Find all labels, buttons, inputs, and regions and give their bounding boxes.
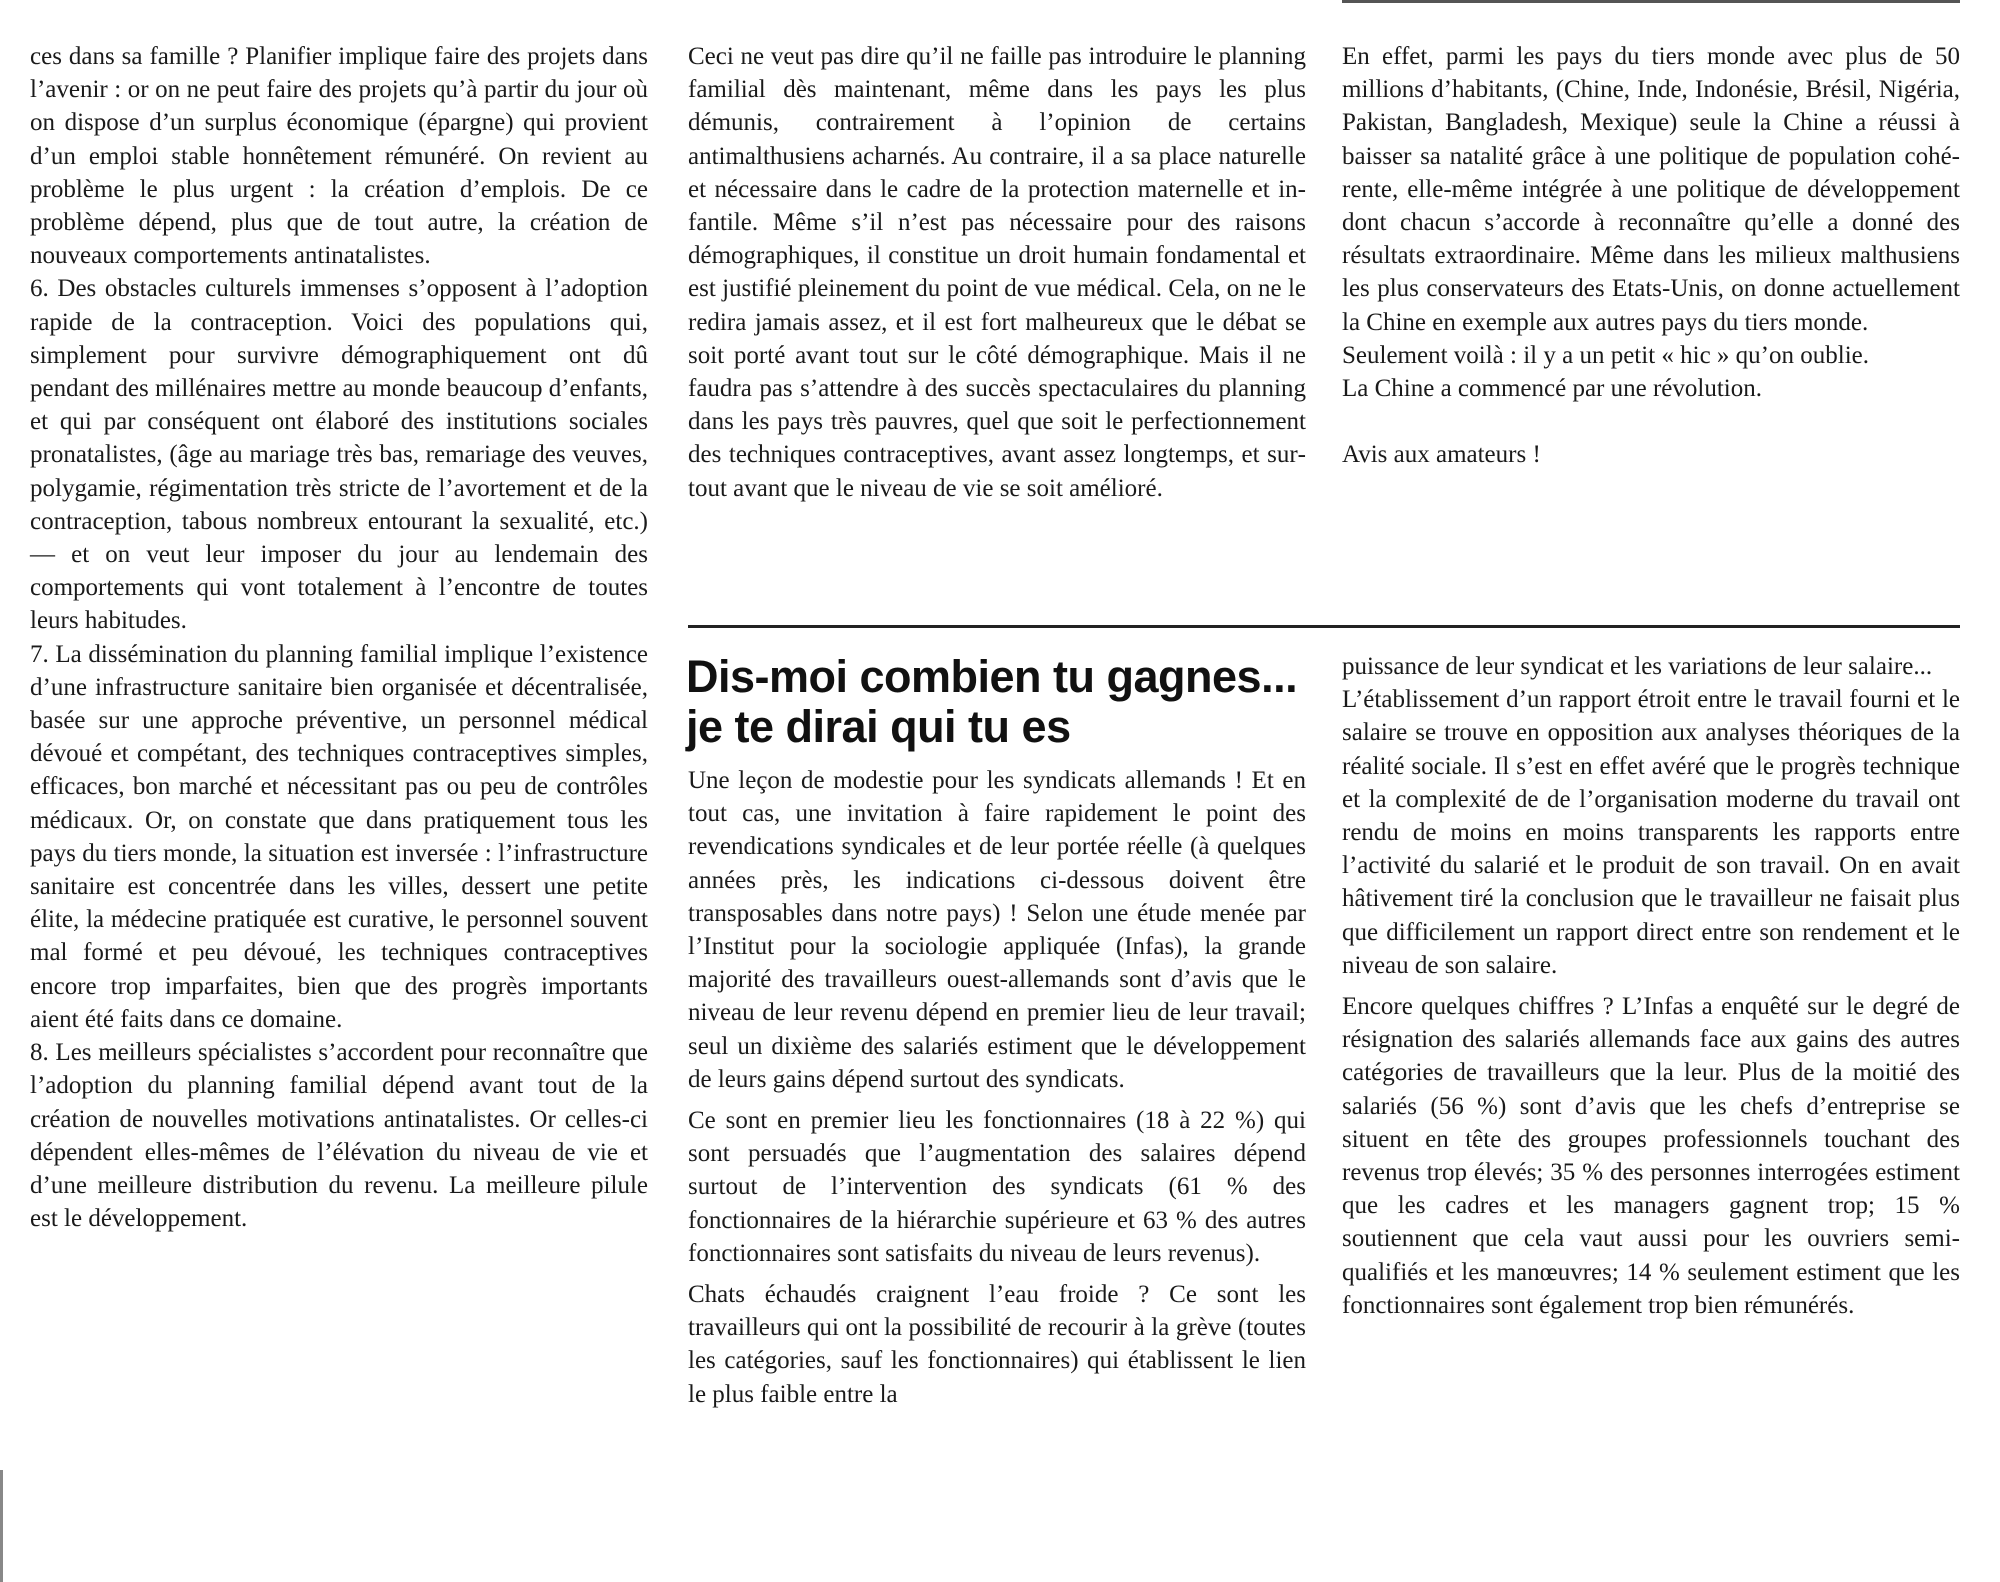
page-edge-mark xyxy=(0,1470,3,1582)
section-divider-rule xyxy=(688,625,1960,628)
article1-paragraph: 7. La dissémination du planning familial implique l’existence d’une infrastructure sanitaire bien organisée et décentralisée, basée sur une approche préventive, un personnel médical dévoué et compétant, des techniques contraceptives simples, efficaces, bon marché et nécessitant pas ou peu de contrôles médicaux. Or, on constate que dans pratiquement tous les pays du tiers monde, la situation est inversée : l’infrastructure sanitaire est concentrée dans les villes, dessert une petite élite, la médecine pratiquée est curative, le personnel souvent mal formé et peu dévoué, les techniques contraceptives encore trop imparfaites, bien que des progrès importants aient été faits dans ce domaine. xyxy=(30,640,648,1033)
article2-column2 xyxy=(688,764,1306,1411)
article1-paragraph: En effet, parmi les pays du tiers monde avec plus de 50 millions d’habitants, (Chine, Inde, Indonésie, Brésil, Nigéria, Pakistan, Bangladesh, Mexique) seule la Chine a réussi à baisser sa natalité grâce à une politique de population cohérente, elle-même intégrée à une politique de développement dont chacun s’accorde à reconnaître qu’elle a donné des résultats extraordinaire. Même dans les milieux malthusiens les plus conservateurs des Etats-Unis, on donne actuellement la Chine en exemple aux autres pays du tiers monde. xyxy=(1342,43,1960,336)
article2-paragraph: Encore quelques chiffres ? L’Infas a enquêté sur le degré de résignation des salariés allemands face aux gains des autres catégories de travailleurs que la leur. Plus de la moitié des salariés (56 %) sont d’avis que les chefs d’entreprise se situent en tête des groupes professionnels touchant des revenus trop élevés; 35 % des personnes interrogées estiment que les cadres et les managers gagnent trop; 15 % soutiennent que cela vaut aussi pour les ouvriers semi-qualifiés et les manœuvres; 14 % seulement estiment que les fonctionnaires sont également trop bien rémunérés. xyxy=(1342,993,1960,1319)
article2-paragraph: Chats échaudés craignent l’eau froide ? Ce sont les travailleurs qui ont la possibilité de recourir à la grève (toutes les catégories, sauf les fonctionnaires) qui établissent le lien le plus faible entre la xyxy=(688,1281,1306,1408)
article1-column3 xyxy=(1342,40,1960,471)
article1-column1 xyxy=(30,40,648,1235)
article1-paragraph: 6. Des obstacles culturels immenses s’opposent à l’adoption rapide de la contraception. Voici des populations qui, simplement pour survivre démographiquement ont dû pendant des millénaires mettre au monde beaucoup d’enfants, et qui par conséquent ont élaboré des institutions sociales pronatalistes, (âge au mariage très bas, remariage des veuves, polygamie, régimentation très stricte de l’avortement et de la contraception, tabous nombreux entourant la sexualité, etc.) — et on veut leur imposer du jour au lendemain des comportements qui vont totalement à l’encontre de toutes leurs habitudes. xyxy=(30,275,648,635)
article2-headline xyxy=(686,652,1326,752)
article1-paragraph: ces dans sa famille ? Planifier implique faire des projets dans l’avenir : or on ne peut faire des projets qu’à partir du jour où on dispose d’un surplus économique (épargne) qui provient d’un emploi stable honnêtement rémunéré. On revient au problème le plus urgent : la création d’emplois. De ce problème dépend, plus que de tout autre, la création de nouveaux comportements antinatalistes. xyxy=(30,43,648,270)
article1-paragraph: La Chine a commencé par une révolution. xyxy=(1342,375,1762,403)
article2-paragraph: Une leçon de modestie pour les syndicats allemands ! Et en tout cas, une invitation à faire rapidement le point des revendications syndicales et de leur portée réelle (à quelques années près, les indications ci-dessous doivent être transposables dans notre pays) ! Selon une étude menée par l’Institut pour la sociologie appliquée (Infas), la grande majorité des travailleurs ouest-allemands sont d’avis que le niveau de leur revenu dépend en premier lieu de leur travail; seul un dixième des salariés estiment que le développement de leurs gains dépend surtout des syndicats. xyxy=(688,767,1306,1093)
article1-paragraph: Ceci ne veut pas dire qu’il ne faille pas introduire le planning familial dès maintenant, même dans les pays les plus démunis, contrairement à l’opinion de certains antimalthusiens acharnés. Au contraire, il a sa place naturelle et nécessaire dans le cadre de la protection maternelle et infantile. Même s’il n’est pas nécessaire pour des raisons démographiques, il constitue un droit humain fondamental et est justifié pleinement du point de vue médical. Cela, on ne le redira jamais assez, et il est fort malheureux que le débat se soit porté avant tout sur le côté démographique. Mais il ne faudra pas s’attendre à des succès spectaculaires du planning dans les pays très pauvres, quel que soit le perfectionnement des techniques contraceptives, avant assez longtemps, et surtout avant que le niveau de vie se soit amélioré. xyxy=(688,43,1306,502)
article2-column3 xyxy=(1342,650,1960,1322)
headline-line-1: Dis-moi combien tu gagnes... xyxy=(686,651,1298,702)
article1-paragraph: Seulement voilà : il y a un petit « hic » qu’on oublie. xyxy=(1342,341,1869,369)
headline-line-2: je te dirai qui tu es xyxy=(686,701,1071,752)
article2-paragraph: puissance de leur syndicat et les variations de leur salaire... xyxy=(1342,653,1933,680)
article2-paragraph: Ce sont en premier lieu les fonctionnaires (18 à 22 %) qui sont persuadés que l’augmentation des salaires dépend surtout de l’intervention des syndicats (61 % des fonctionnaires de la hiérarchie supérieure et 63 % des autres fonctionnaires sont satisfaits du niveau de leurs revenus). xyxy=(688,1107,1306,1267)
article1-paragraph: 8. Les meilleurs spécialistes s’accordent pour reconnaître que l’adoption du planning familial dépend avant tout de la création de nouvelles motivations antinatalistes. Or celles-ci dépendent elles-mêmes de l’élévation du niveau de vie et d’une meilleure distribution du revenu. La meilleure pilule est le développement. xyxy=(30,1039,648,1233)
article2-paragraph: L’établissement d’un rapport étroit entre le travail fourni et le salaire se trouve en opposition aux analyses théoriques de la réalité sociale. Il s’est en effet avéré que le progrès technique et la complexité de de l’organisation moderne du travail ont rendu de moins en moins transparents les rapports entre l’activité du salarié et le produit de son travail. On en avait hâtivement tiré la conclusion que le travailleur ne faisait plus que difficilement un rapport direct entre son rendement et le niveau de son salaire. xyxy=(1342,686,1960,979)
top-rule xyxy=(1342,0,1960,3)
article1-closing-line: Avis aux amateurs ! xyxy=(1342,441,1541,469)
article1-column2 xyxy=(688,40,1306,505)
